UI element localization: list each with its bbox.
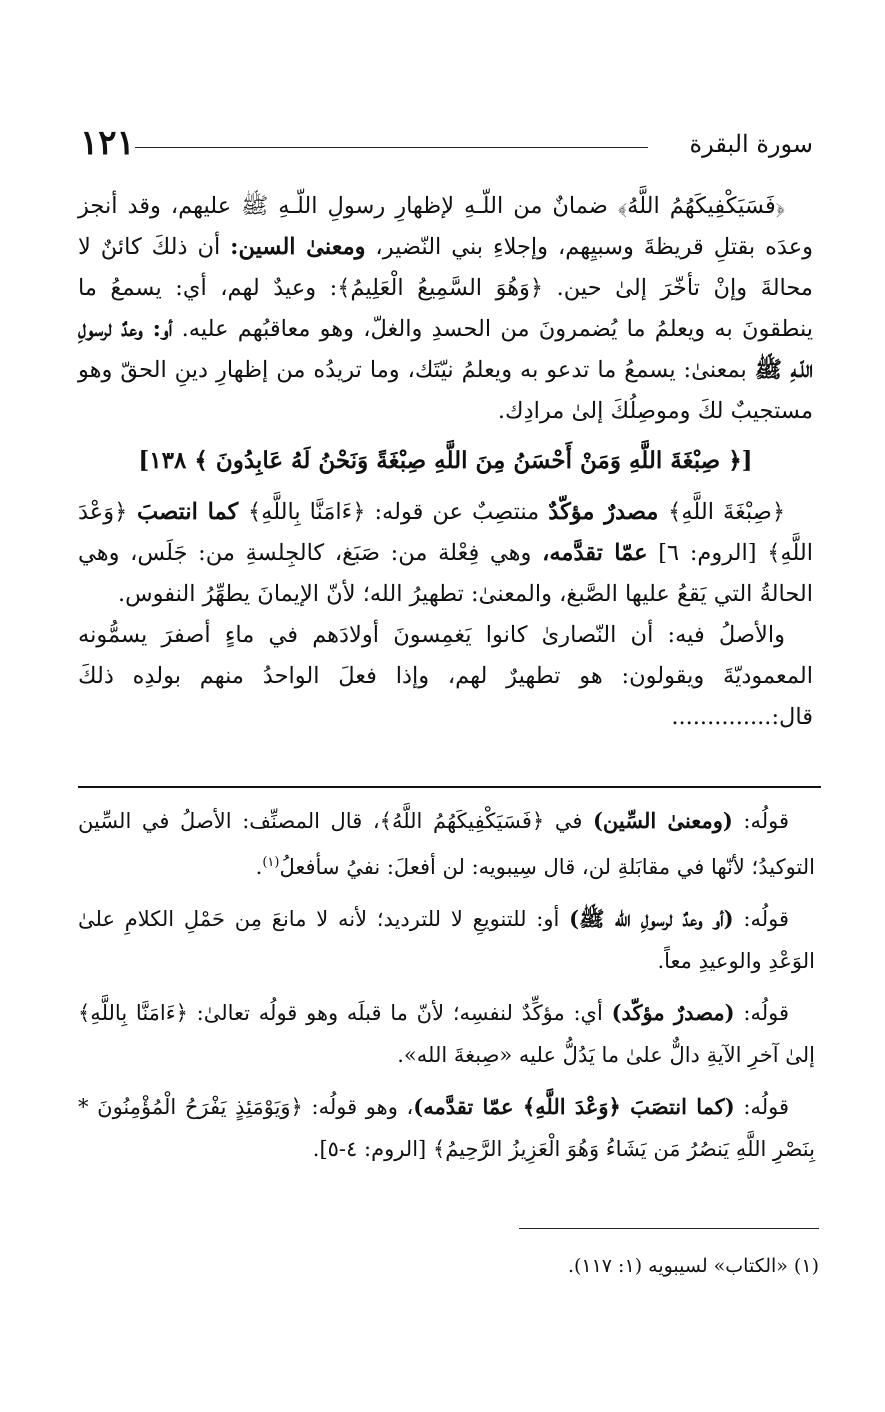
quran-quote: ﴿فَسَيَكْفِيكَهُمُ اللَّهُ﴾ bbox=[617, 193, 786, 219]
bold-run: أو: وعدٌ لرسولِ اللّـهِ ﷺ bbox=[78, 316, 814, 383]
text-run: ، قال المصنِّف: الأصلُ في السِّين التوكيدُ؛ لأنّها في مقابَلةِ لن، قال سِيبويه: لن أفعلَ: نفيُ سأفعلُ bbox=[78, 809, 815, 879]
text-run: : وعيدٌ لهم، أي: يسمعُ ما ينطقونَ به ويعلمُ ما يُضمرونَ من الحسدِ والغلّ، وهو معاقبُهم عليه. bbox=[78, 275, 814, 342]
text-run: وهي فِعْلة من: صَبَغ، كالجِلسةِ من: جَلَس، وهي الحالةُ التي يَقعُ عليها الصَّبغ، والمعنىٰ: تطهيرُ الله؛ لأنّ الإيمانَ يطهِّرُ النفوس. bbox=[78, 540, 813, 607]
text-run: أو: للتنويعِ لا للترديد؛ لأنه لا مانعَ مِن حَمْلِ الكلامِ علىٰ الوَعْدِ والوعيدِ معاً. bbox=[78, 907, 815, 973]
quran-quote: ﴿وَيَوْمَئِذٍ يَفْرَحُ الْمُؤْمِنُونَ * بِنَصْرِ اللَّهِ يَنصُرُ مَن يَشَاءُ وَهُوَ الْعَزِيزُ الرَّحِيمُ﴾ bbox=[78, 1095, 815, 1161]
page-header bbox=[80, 118, 813, 168]
paragraph-3: والأصلُ فيه: أن النّصارىٰ كانوا يَغمِسونَ أولادَهم في ماءٍ أصفرَ يسمُّونه المعموديّةَ ويقولون: هو تطهيرٌ لهم، وإذا فعلَ الواحدُ منهم بولدِه ذلكَ قال:.............. bbox=[78, 622, 813, 730]
bold-run: (أو وعدٌ لرسولِ الله ﷺ) bbox=[569, 906, 734, 931]
text-run: قولُه: bbox=[734, 1095, 789, 1119]
footnote: (١) «الكتاب» لسيبويه (١: ١١٧). bbox=[567, 1255, 819, 1277]
note-2 bbox=[78, 898, 815, 982]
quran-quote: ﴿صِبْغَةَ اللَّهِ﴾ bbox=[668, 499, 785, 525]
surah-title: سورة البقرة bbox=[689, 130, 813, 158]
text-run: قولُه: bbox=[734, 1001, 789, 1025]
commentary-notes bbox=[78, 800, 815, 1180]
text-run: أن ذلكَ كائنٌ لا محالةَ وإنْ تأخّرَ إلىٰ حين. bbox=[78, 234, 813, 301]
note-1 bbox=[78, 800, 815, 888]
text-run: ، وهو قولُه: bbox=[302, 1095, 414, 1119]
bold-run: ومعنىٰ السين: bbox=[230, 234, 366, 260]
text-run: [الروم: ٦] bbox=[647, 540, 768, 566]
text-run: ضمانٌ من اللّـهِ لإظهارِ رسولِ اللّـهِ ﷺ عليهم، وقد أنجز وعدَه بقتلِ قريظةَ وسبيِهم، وإجلاءِ بني النّضير، bbox=[78, 193, 813, 260]
text-run: [الروم: ٤-٥]. bbox=[312, 1137, 433, 1161]
page-number: ١٢١ bbox=[80, 123, 135, 163]
text-run: . bbox=[255, 855, 263, 879]
main-text bbox=[78, 186, 813, 738]
quran-quote: ﴿ءَامَنَّا بِاللَّهِ﴾ bbox=[78, 1001, 188, 1025]
note-3 bbox=[78, 992, 815, 1076]
text-run: منتصِبٌ عن قوله: bbox=[365, 499, 549, 525]
quran-quote: ﴿ءَامَنَّا بِاللَّهِ﴾ bbox=[247, 499, 366, 525]
text-run: أي: مؤكِّدٌ لنفسِه؛ لأنّ ما قبلَه وهو قولُه تعالىٰ: bbox=[187, 1001, 612, 1025]
text-run: إلىٰ آخرِ الآيةِ دالٌّ علىٰ ما يَدُلُّ عليه «صِبغةَ الله». bbox=[397, 1043, 815, 1067]
bold-run: كما انتصبَ bbox=[127, 499, 248, 525]
paragraph-1 bbox=[78, 186, 813, 432]
quran-quote: ﴿وَعْدَ اللَّهِ﴾ bbox=[78, 499, 814, 566]
paragraph-2 bbox=[78, 492, 813, 615]
text-run: بمعنىٰ: يسمعُ ما تدعو به ويعلمُ نيّتَك، وما تريدُه من إظهارِ دينِ الحقّ وهو مستجيبٌ لكَ وموصِلُكَ إلىٰ مرادِك. bbox=[78, 357, 813, 424]
commentary-divider bbox=[78, 786, 821, 788]
bold-run: (مصدرٌ مؤكّد) bbox=[611, 1000, 735, 1025]
bold-run: عمّا تقدَّمه، bbox=[542, 540, 648, 566]
footnote-ref[interactable]: (١) bbox=[262, 855, 280, 870]
bold-run: (كما انتصَبَ ﴿وَعْدَ اللَّهِ﴾ عمّا تقدَّمه) bbox=[413, 1094, 735, 1119]
footnote-rule bbox=[519, 1228, 819, 1229]
text-run: قولُه: bbox=[732, 809, 790, 833]
text-run: في bbox=[544, 809, 593, 833]
note-4 bbox=[78, 1086, 815, 1170]
bold-run: (ومعنىٰ السِّين) bbox=[593, 808, 733, 833]
text-run: قولُه: bbox=[733, 907, 790, 931]
verse-heading: [﴿ صِبْغَةَ اللَّهِ وَمَنْ أَحْسَنُ مِنَ اللَّهِ صِبْغَةً وَنَحْنُ لَهُ عَابِدُونَ ﴾ ١٣٨] bbox=[138, 447, 753, 474]
header-rule bbox=[135, 147, 648, 148]
bold-run: مصدرٌ مؤكّدٌ bbox=[548, 499, 669, 525]
quran-quote: ﴿فَسَيَكْفِيكَهُمُ اللَّهُ﴾ bbox=[379, 809, 545, 833]
quran-quote: ﴿وَهُوَ السَّمِيعُ الْعَلِيمُ﴾ bbox=[337, 275, 544, 301]
